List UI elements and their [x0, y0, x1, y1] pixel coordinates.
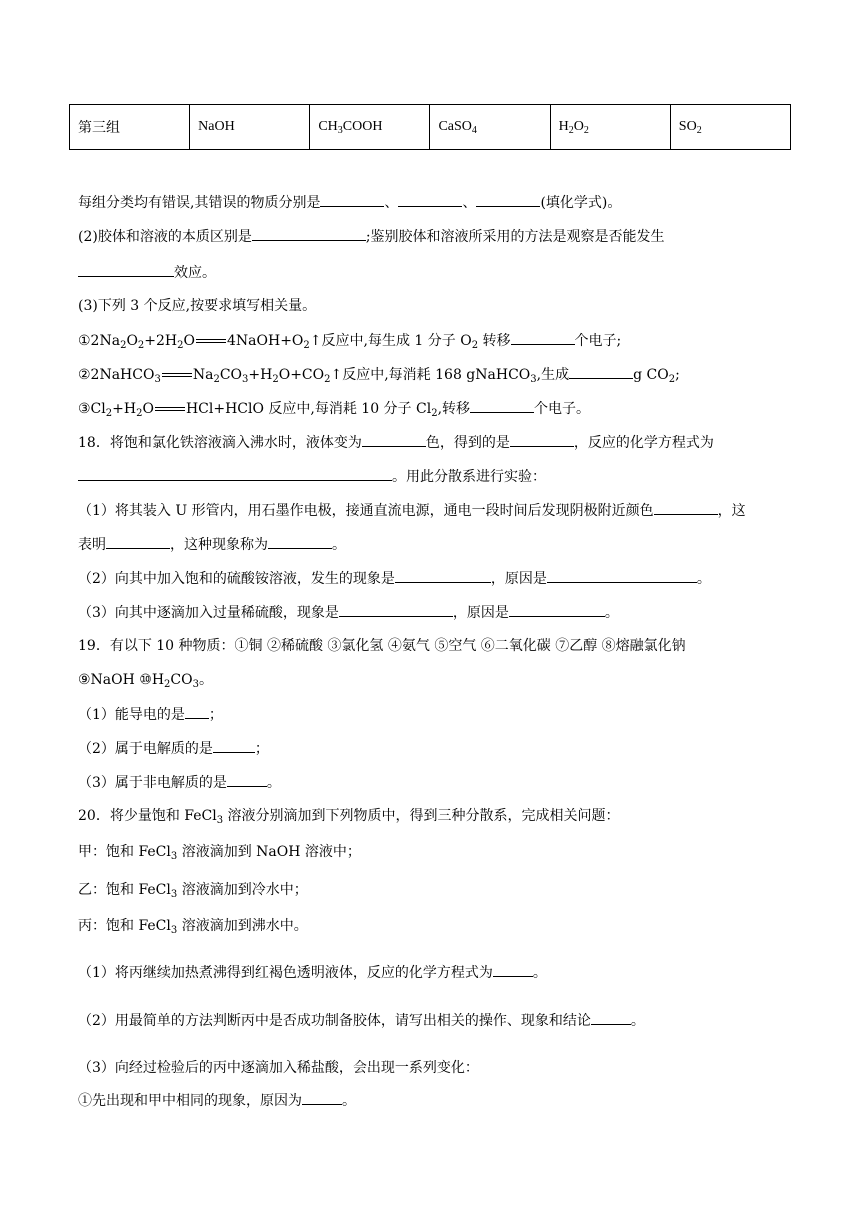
text: (2)胶体和溶液的本质区别是	[78, 229, 252, 245]
text: HCl+HClO 反应中,每消耗 10 分子 Cl	[185, 401, 432, 417]
text: 反应中,每生成 1 分子 O	[321, 333, 472, 349]
text-line: 丙：饱和 FeCl$_3$ 溶液滴加到沸水中。	[78, 918, 308, 936]
table-row	[70, 105, 791, 150]
text: 19．有以下 10 种物质：①铜 ②稀硫酸 ③氯化氢 ④氨气 ⑤空气 ⑥二氧化碳 ⑦乙醇 ⑧熔融氯化钠	[78, 638, 686, 654]
text: （2）向其中加入饱和的硫酸铵溶液，发生的现象是	[78, 571, 395, 587]
text-line	[78, 466, 546, 487]
answer-blank[interactable]	[493, 962, 533, 977]
text: （3）向经过检验后的丙中逐滴加入稀盐酸，会出现一系列变化：	[78, 1060, 479, 1076]
text: 反应中,每消耗 168 gNaHCO	[342, 367, 531, 383]
text: （2）属于电解质的是	[78, 741, 213, 757]
answer-blank[interactable]	[509, 602, 605, 617]
text: 。	[332, 537, 346, 553]
text-line: ②2NaHCO$_3$ $Na_2CO_3+H_2O+CO_2↑$反应中,每消耗 168 gNaHCO$_3$,生成 g $CO_2$;	[78, 364, 680, 385]
text-line: 甲：饱和 FeCl$_3$ 溶液滴加到 NaOH 溶液中；	[78, 844, 361, 862]
text: ，反应的化学方程式为	[573, 435, 714, 451]
text-line: 乙：饱和 FeCl$_3$ 溶液滴加到冷水中；	[78, 882, 308, 900]
table-cell: 第三组	[70, 105, 190, 150]
text: 色，得到的是	[425, 435, 510, 451]
answer-blank[interactable]	[654, 500, 718, 515]
answer-blank[interactable]	[591, 1010, 631, 1025]
text: ；	[208, 707, 223, 723]
text: (3)下列 3 个反应,按要求填写相关量。	[78, 298, 317, 314]
answer-blank[interactable]	[362, 432, 426, 447]
text: ;鉴别胶体和溶液所采用的方法是观察是否能发生	[365, 229, 665, 245]
answer-blank[interactable]	[476, 192, 540, 207]
text: 。	[342, 1093, 356, 1109]
text: 20．将少量饱和 FeCl	[78, 808, 217, 824]
answer-blank[interactable]	[78, 262, 174, 277]
text: 溶液滴加到冷水中；	[177, 882, 308, 898]
text: （1）将其装入 U 形管内，用石墨作电极，接通直流电源，通电一段时间后发现阴极附近颜色	[78, 503, 654, 519]
table-cell: CaSO$_4$	[430, 105, 550, 150]
answer-blank[interactable]	[252, 226, 366, 241]
text: 转移	[478, 333, 511, 349]
text: ①先出现和甲中相同的现象，原因为	[78, 1093, 302, 1109]
text-line	[78, 602, 619, 623]
table-cell: $H_2O_2$	[550, 105, 670, 150]
text: 、	[462, 195, 477, 211]
answer-blank[interactable]	[302, 1090, 342, 1105]
text: 。用此分散系进行实验：	[392, 469, 546, 485]
text-line	[78, 226, 665, 247]
text-line: ⑨NaOH $⑩H_2CO_3$。	[78, 672, 213, 690]
text: 溶液滴加到沸水中。	[177, 918, 308, 934]
text-line	[78, 192, 621, 213]
text: （3）属于非电解质的是	[78, 775, 227, 791]
text: ③Cl	[78, 401, 106, 417]
text: （2）用最简单的方法判断丙中是否成功制备胶体，请写出相关的操作、现象和结论	[78, 1013, 591, 1029]
text-line	[78, 1090, 356, 1111]
answer-blank[interactable]	[470, 398, 534, 413]
answer-blank[interactable]	[339, 602, 453, 617]
text: 。	[604, 605, 619, 621]
text: 效应。	[174, 265, 216, 281]
text: 溶液分别滴加到下列物质中，得到三种分散系，完成相关问题：	[223, 808, 620, 824]
text-line	[78, 500, 746, 521]
question-18	[78, 432, 714, 453]
text-line: $③Cl_2+H_2O$ HCl+HClO 反应中,每消耗 10 分子 $Cl_2$,转移 个电子。	[78, 398, 590, 419]
text: 。	[630, 1013, 645, 1029]
text-line	[78, 1058, 479, 1078]
text: ，原因是	[490, 571, 547, 587]
answer-blank[interactable]	[268, 534, 332, 549]
answer-blank[interactable]	[510, 432, 574, 447]
text: 18．将饱和氯化铁溶液滴入沸水时，液体变为	[78, 435, 362, 451]
text: 。	[696, 571, 711, 587]
text: 溶液滴加到 NaOH 溶液中；	[177, 844, 361, 860]
text: ，原因是	[452, 605, 509, 621]
text: g CO	[633, 367, 669, 383]
text: O	[142, 401, 154, 417]
text: 、	[384, 195, 399, 211]
answer-blank[interactable]	[569, 364, 633, 379]
text: 个电子;	[574, 333, 622, 349]
text: ,转移	[437, 401, 471, 417]
text: ，这	[717, 503, 746, 519]
table-cell: NaOH	[190, 105, 310, 150]
answer-blank[interactable]	[395, 568, 491, 583]
answer-blank[interactable]	[213, 738, 255, 753]
equals-sign	[196, 339, 226, 343]
text: ，这种现象称为	[170, 537, 268, 553]
table-cell: $CH_3COOH$	[310, 105, 430, 150]
answer-blank[interactable]	[78, 466, 392, 481]
text-line	[78, 772, 281, 793]
question-20: 20．将少量饱和 FeCl$_3$ 溶液分别滴加到下列物质中，得到三种分散系，完成相关问题：	[78, 808, 620, 826]
answer-blank[interactable]	[106, 534, 170, 549]
classification-table	[69, 104, 791, 150]
question-19	[78, 636, 686, 656]
answer-blank[interactable]	[511, 330, 575, 345]
text-line	[78, 262, 216, 283]
text: （1）将丙继续加热煮沸得到红褐色透明液体，反应的化学方程式为	[78, 965, 493, 981]
text: 。	[532, 965, 547, 981]
text-line: $①2Na_2O_2+2H_2O$ $4NaOH+O_2↑$反应中,每生成 1 分子 $O_2$ 转移 个电子;	[78, 330, 621, 351]
text: 表明	[78, 537, 106, 553]
text: 。	[199, 672, 213, 688]
text: （1）能导电的是	[78, 707, 185, 723]
answer-blank[interactable]	[227, 772, 267, 787]
text: 。	[266, 775, 281, 791]
text: (填化学式)。	[540, 195, 622, 211]
text: CO	[170, 672, 193, 688]
text-line	[78, 568, 711, 589]
text-line	[78, 738, 269, 759]
text: 个电子。	[534, 401, 591, 417]
answer-blank[interactable]	[398, 192, 462, 207]
answer-blank[interactable]	[547, 568, 697, 583]
equals-sign	[155, 407, 185, 411]
text: 丙：饱和 FeCl	[78, 918, 171, 934]
text: ⑨NaOH ⑩H	[78, 672, 165, 688]
answer-blank[interactable]	[320, 192, 384, 207]
table-cell: $SO_2$	[670, 105, 790, 150]
text-line	[78, 704, 223, 725]
text-line	[78, 962, 547, 983]
text: ①2Na	[78, 333, 121, 349]
text: ,生成	[536, 367, 570, 383]
text-line	[78, 534, 346, 555]
text: （3）向其中逐滴加入过量稀硫酸，现象是	[78, 605, 339, 621]
text-line	[78, 296, 316, 316]
text: ;	[675, 367, 680, 383]
text: 乙：饱和 FeCl	[78, 882, 171, 898]
answer-blank[interactable]	[185, 704, 209, 719]
text-line	[78, 1010, 645, 1031]
text: ；	[254, 741, 269, 757]
text: ②2NaHCO	[78, 367, 155, 383]
text: 甲：饱和 FeCl	[78, 844, 171, 860]
text: 每组分类均有错误,其错误的物质分别是	[78, 195, 321, 211]
equals-sign	[162, 373, 192, 377]
text: +H	[112, 401, 137, 417]
